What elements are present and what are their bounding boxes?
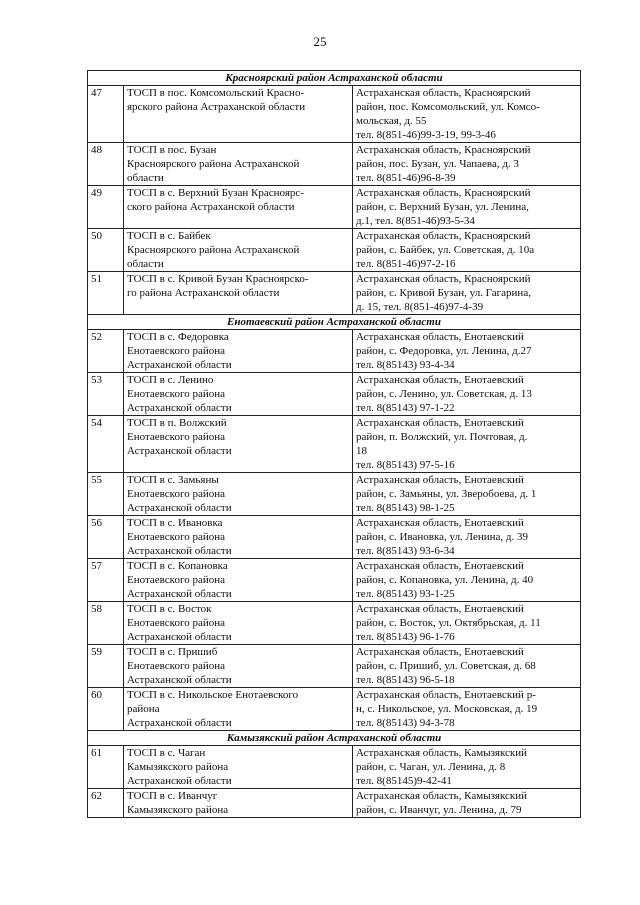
office-name-cell [124,602,353,645]
row-number: 48 [88,143,124,186]
address-cell [353,746,581,789]
address-line: тел. 8(85143) 98-1-25 [356,502,455,514]
office-name-line: ТОСП в с. Верхний Бузан Красноярс- [127,187,304,199]
address-line: тел. 8(851-46)97-2-16 [356,258,456,270]
address-line: район, с. Пришиб, ул. Советская, д. 68 [356,660,536,672]
address-line: д.1, тел. 8(851-46)93-5-34 [356,215,475,227]
table-row [88,229,581,272]
office-name-line: Астраханской области [127,502,232,514]
row-number: 49 [88,186,124,229]
office-name-line: Енотаевского района [127,660,225,672]
office-name-line: области [127,172,164,184]
address-cell [353,789,581,818]
office-name-line: Енотаевского района [127,617,225,629]
office-name-line: ТОСП в пос. Комсомольский Красно- [127,87,305,99]
office-name-line: Астраханской области [127,588,232,600]
row-number: 61 [88,746,124,789]
office-name-line: ярского района Астраханской области [127,101,306,113]
office-name-line: ТОСП в с. Пришиб [127,646,218,658]
row-number: 50 [88,229,124,272]
office-name-cell [124,688,353,731]
table-row [88,186,581,229]
office-name-cell [124,516,353,559]
office-name-line: Астраханской области [127,359,232,371]
office-name-line: Камызякского района [127,761,229,773]
address-line: н, с. Никольское, ул. Московская, д. 19 [356,703,538,715]
table-row [88,602,581,645]
table-row [88,272,581,315]
office-name-line: Астраханской области [127,545,232,557]
address-line: Астраханская область, Енотаевский [356,646,524,658]
address-line: Астраханская область, Красноярский [356,87,531,99]
office-name-cell [124,746,353,789]
office-name-line: Енотаевского района [127,531,225,543]
office-name-cell [124,330,353,373]
address-cell [353,186,581,229]
address-line: Астраханская область, Енотаевский р- [356,689,536,701]
address-line: Астраханская область, Красноярский [356,230,531,242]
address-line: тел. 8(85143) 96-1-76 [356,631,455,643]
address-line: Астраханская область, Енотаевский [356,560,524,572]
row-number: 55 [88,473,124,516]
address-line: Астраханская область, Камызякский [356,747,528,759]
office-name-line: ТОСП в с. Замьяны [127,474,219,486]
office-name-line: ТОСП в с. Никольское Енотаевского [127,689,299,701]
office-name-line: Енотаевского района [127,488,225,500]
office-name-cell [124,86,353,143]
address-line: тел. 8(85143) 97-5-16 [356,459,455,471]
office-name-cell [124,143,353,186]
office-name-line: ТОСП в п. Волжский [127,417,227,429]
address-line: тел. 8(85143) 93-4-34 [356,359,455,371]
address-line: район, с. Копановка, ул. Ленина, д. 40 [356,574,534,586]
office-name-line: Астраханской области [127,445,232,457]
address-line: Астраханская область, Камызякский [356,790,528,802]
office-name-line: Енотаевского района [127,388,225,400]
table-row [88,688,581,731]
address-line: тел. 8(85145)9-42-41 [356,775,452,787]
address-line: район, с. Федоровка, ул. Ленина, д.27 [356,345,532,357]
address-line: Астраханская область, Енотаевский [356,374,524,386]
office-name-cell [124,645,353,688]
address-cell [353,143,581,186]
section-header-row [88,315,581,330]
office-name-cell [124,416,353,473]
office-name-line: ТОСП в с. Кривой Бузан Красноярско- [127,273,309,285]
office-name-cell [124,272,353,315]
row-number: 62 [88,789,124,818]
address-cell [353,602,581,645]
office-name-cell [124,229,353,272]
office-name-line: района [127,703,160,715]
address-line: район, пос. Бузан, ул. Чапаева, д. 3 [356,158,519,170]
row-number: 58 [88,602,124,645]
address-line: район, с. Байбек, ул. Советская, д. 10а [356,244,535,256]
office-name-line: Астраханской области [127,402,232,414]
table-row [88,746,581,789]
row-number: 59 [88,645,124,688]
office-name-cell [124,473,353,516]
office-name-line: Астраханской области [127,631,232,643]
table-row [88,789,581,818]
office-name-line: ТОСП в с. Копановка [127,560,228,572]
address-line: район, с. Верхний Бузан, ул. Ленина, [356,201,529,213]
office-name-line: ТОСП в с. Чаган [127,747,206,759]
office-name-line: Енотаевского района [127,574,225,586]
address-line: д. 15, тел. 8(851-46)97-4-39 [356,301,484,313]
office-name-line: Енотаевского района [127,431,225,443]
office-name-line: ского района Астраханской области [127,201,295,213]
address-line: район, с. Замьяны, ул. Зверобоева, д. 1 [356,488,537,500]
table-row [88,416,581,473]
section-title: Красноярский район Астраханской области [88,71,581,86]
table-row [88,516,581,559]
office-name-line: ТОСП в с. Восток [127,603,212,615]
office-name-line: Енотаевского района [127,345,225,357]
office-name-line: Камызякского района [127,804,229,816]
office-name-line: ТОСП в с. Байбек [127,230,211,242]
office-name-line: ТОСП в с. Ивановка [127,517,223,529]
table-row [88,473,581,516]
table-row [88,86,581,143]
office-name-line: ТОСП в с. Федоровка [127,331,229,343]
address-line: тел. 8(851-46)99-3-19, 99-3-46 [356,129,496,141]
row-number: 56 [88,516,124,559]
address-cell [353,330,581,373]
row-number: 47 [88,86,124,143]
address-line: тел. 8(85143) 97-1-22 [356,402,455,414]
address-line: район, пос. Комсомольский, ул. Комсо- [356,101,540,113]
address-line: тел. 8(85143) 93-1-25 [356,588,455,600]
office-name-cell [124,789,353,818]
address-line: тел. 8(85143) 96-5-18 [356,674,455,686]
address-cell [353,86,581,143]
address-line: Астраханская область, Красноярский [356,187,531,199]
address-line: Астраханская область, Енотаевский [356,331,524,343]
row-number: 57 [88,559,124,602]
table-row [88,330,581,373]
table-row [88,143,581,186]
address-cell [353,272,581,315]
office-name-line: Красноярского района Астраханской [127,158,300,170]
address-line: тел. 8(85143) 94-3-78 [356,717,455,729]
address-cell [353,645,581,688]
address-cell [353,688,581,731]
office-name-cell [124,373,353,416]
address-cell [353,229,581,272]
address-line: район, с. Восток, ул. Октябрьская, д. 11 [356,617,541,629]
office-name-line: ТОСП в с. Иванчуг [127,790,218,802]
address-line: район, с. Ленино, ул. Советская, д. 13 [356,388,532,400]
address-line: Астраханская область, Енотаевский [356,517,524,529]
address-cell [353,559,581,602]
address-line: район, с. Ивановка, ул. Ленина, д. 39 [356,531,528,543]
address-cell [353,373,581,416]
table-row [88,559,581,602]
office-name-cell [124,186,353,229]
address-cell [353,473,581,516]
address-line: район, п. Волжский, ул. Почтовая, д. [356,431,528,443]
section-title: Енотаевский район Астраханской области [88,315,581,330]
row-number: 53 [88,373,124,416]
office-name-line: Астраханской области [127,717,232,729]
address-line: тел. 8(85143) 93-6-34 [356,545,455,557]
office-name-line: Красноярского района Астраханской [127,244,300,256]
section-header-row [88,731,581,746]
section-title: Камызякский район Астраханской области [88,731,581,746]
office-name-line: ТОСП в с. Ленино [127,374,214,386]
registry-table [87,70,581,818]
office-name-line: го района Астраханской области [127,287,280,299]
office-name-line: Астраханской области [127,775,232,787]
address-line: район, с. Чаган, ул. Ленина, д. 8 [356,761,506,773]
registry-body [88,71,581,818]
address-line: Астраханская область, Енотаевский [356,603,524,615]
address-line: район, с. Кривой Бузан, ул. Гагарина, [356,287,531,299]
page-number: 25 [313,34,327,49]
table-row [88,373,581,416]
table-row [88,645,581,688]
address-line: Астраханская область, Енотаевский [356,474,524,486]
address-line: мольская, д. 55 [356,115,427,127]
row-number: 54 [88,416,124,473]
row-number: 51 [88,272,124,315]
address-line: Астраханская область, Енотаевский [356,417,524,429]
address-cell [353,416,581,473]
office-name-line: области [127,258,164,270]
row-number: 60 [88,688,124,731]
address-line: тел. 8(851-46)96-8-39 [356,172,456,184]
office-name-line: Астраханской области [127,674,232,686]
address-line: Астраханская область, Красноярский [356,144,531,156]
row-number: 52 [88,330,124,373]
office-name-cell [124,559,353,602]
section-header-row [88,71,581,86]
address-line: 18 [356,445,367,457]
office-name-line: ТОСП в пос. Бузан [127,144,217,156]
address-cell [353,516,581,559]
address-line: район, с. Иванчуг, ул. Ленина, д. 79 [356,804,522,816]
address-line: Астраханская область, Красноярский [356,273,531,285]
